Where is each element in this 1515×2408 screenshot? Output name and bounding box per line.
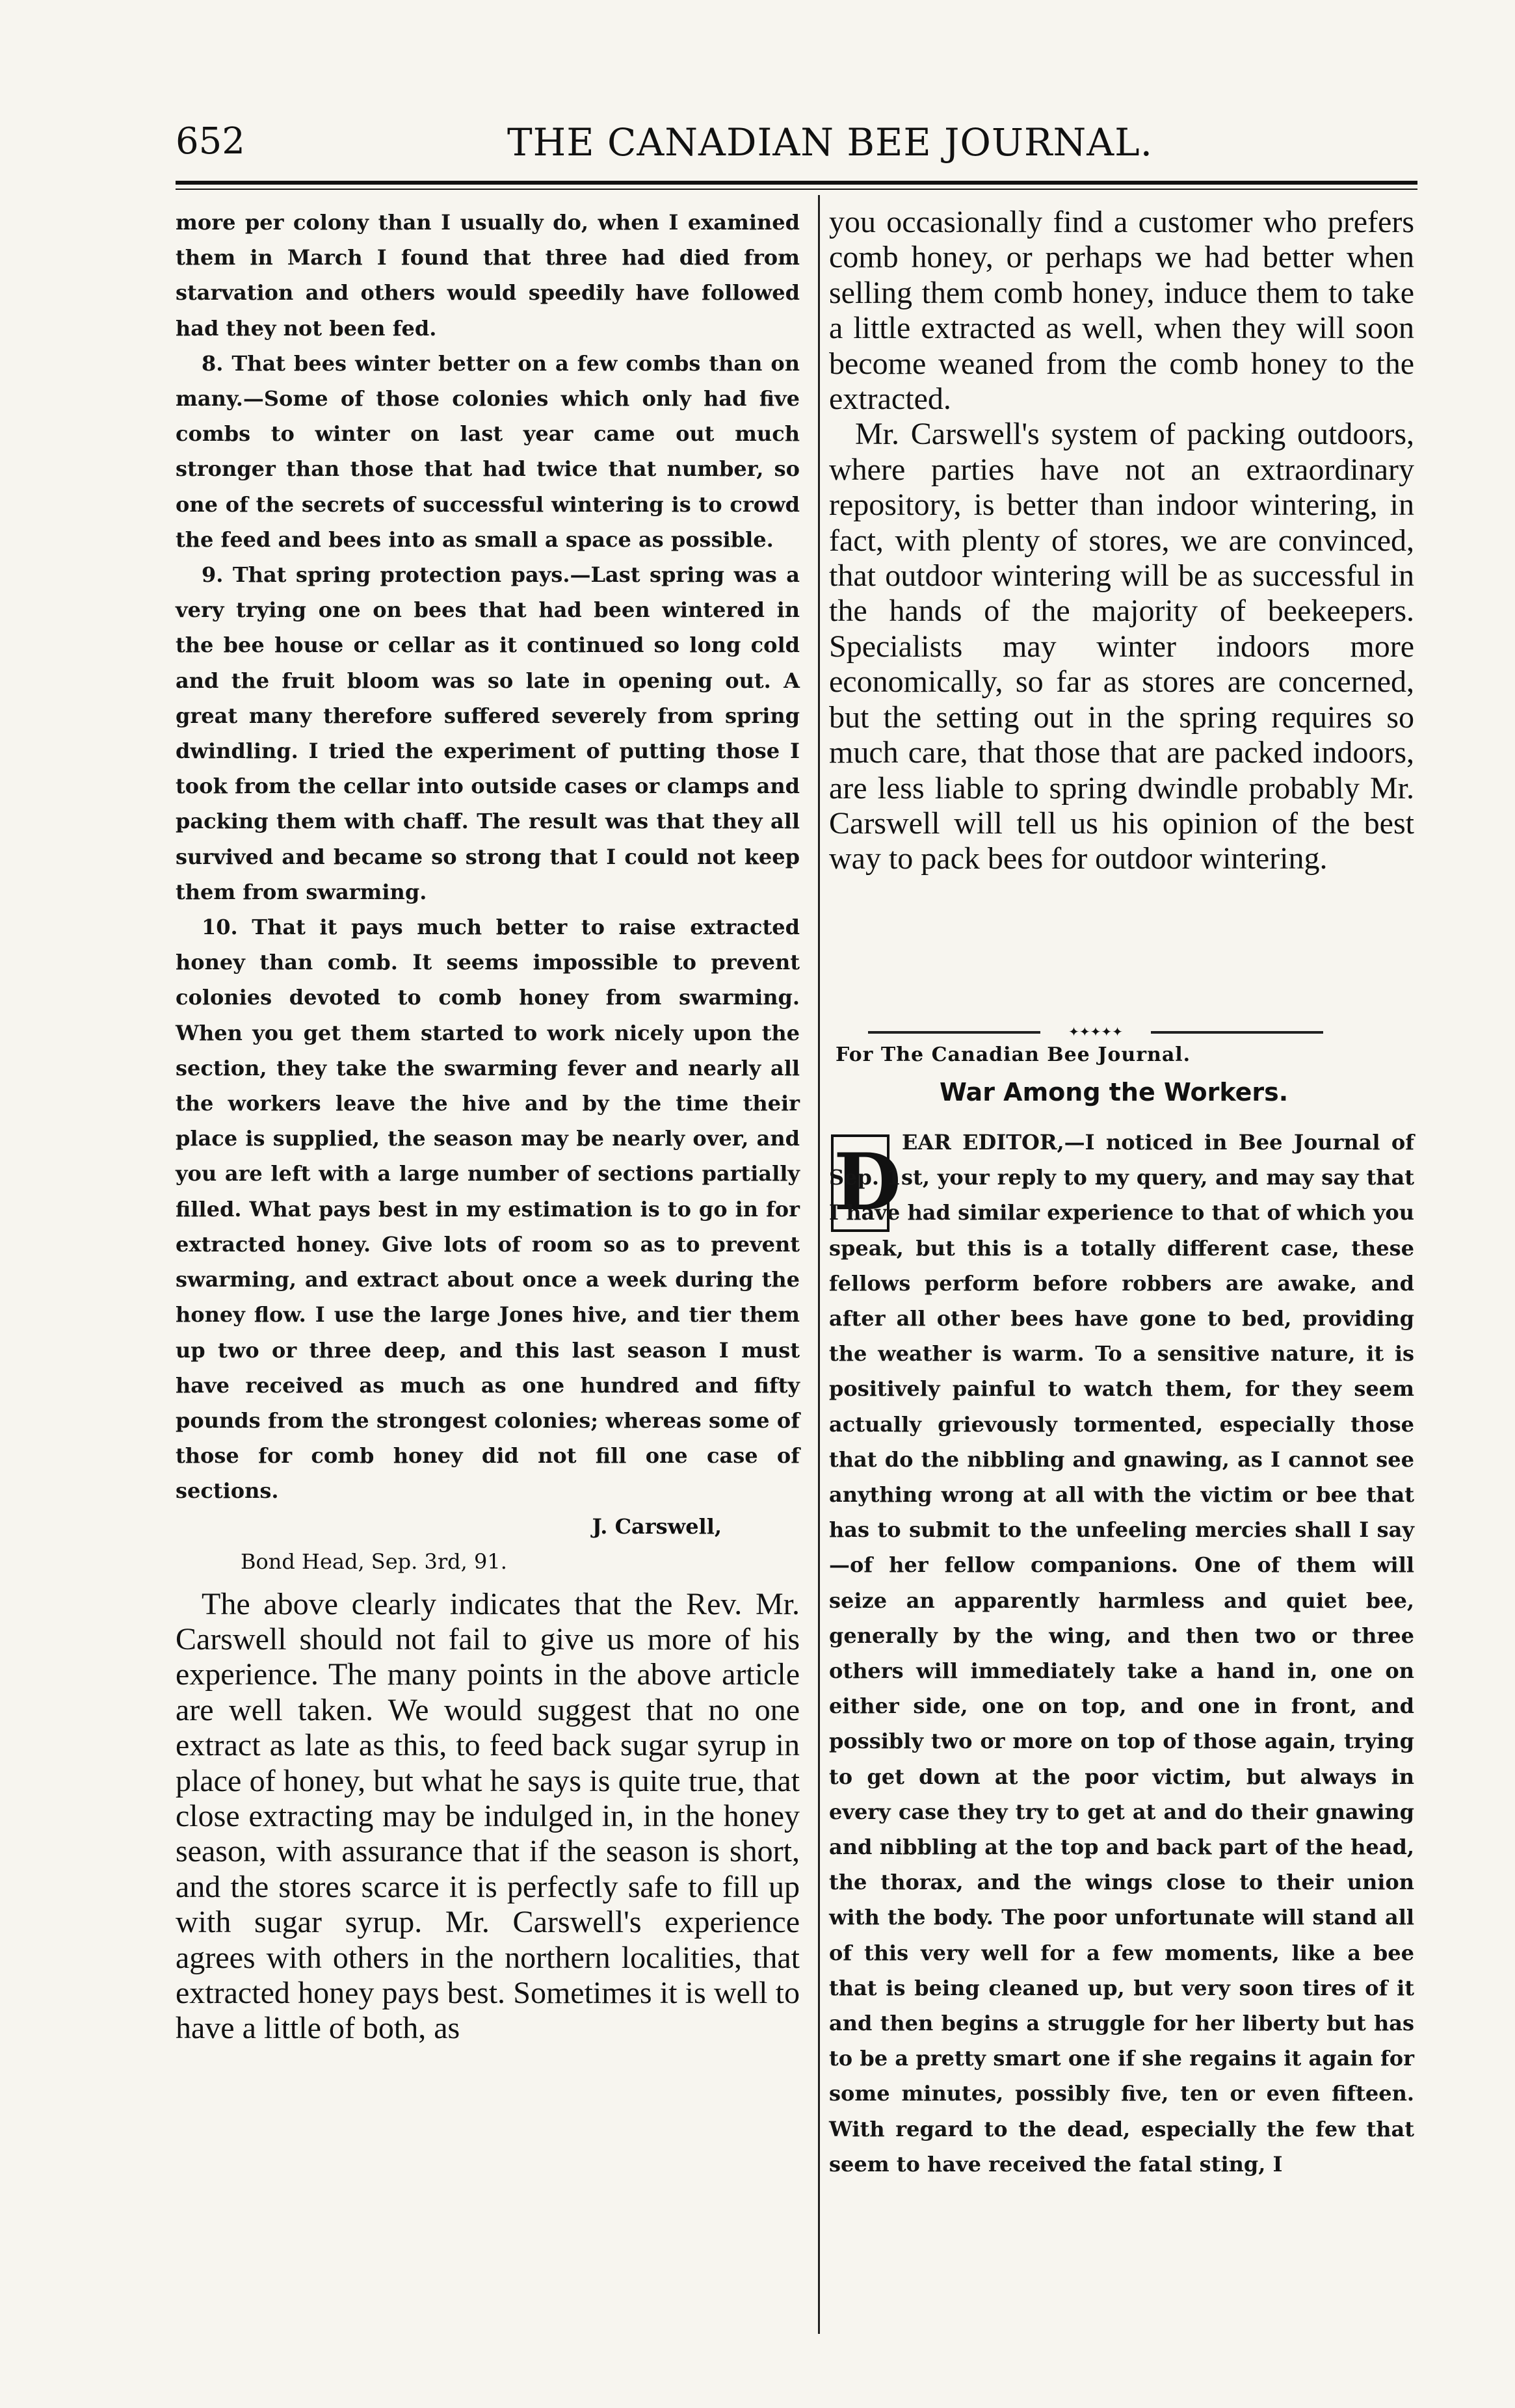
page-header [176,120,1411,179]
article-title: War Among the Workers. [940,1078,1289,1106]
journal-title: THE CANADIAN BEE JOURNAL. [507,120,1153,164]
paragraph-point-8: 8. That bees winter better on a few combs than on many.—Some of those colonies which only had five combs to winter on last year came out much stronger than those that had twice that number, so one of the secrets of successful wintering is to crowd the feed and bees into as small a space as possible. [176,350,800,552]
divider-ornament: ✦✦✦✦✦ [1040,1026,1151,1038]
paragraph-continued: more per colony than I usually do, when I examined them in March I found that three had died from starvation and others would speedily have followed had they not been fed. [176,210,800,341]
paragraph-point-10: 10. That it pays much better to raise extracted honey than comb. It seems impossible to prevent colonies devoted to comb honey from swarming. When you get them started to work nicely upon the section, they take the swarming fever and nearly all the workers leave the hive and by the time their place is supplied, the season may be nearly over, and you are left with a large number of sections partially filled. What pays best in my estimation is to go in for extracted honey. Give lots of room so as to prevent swarming, and extract about once a week during the honey flow. I use the large Jones hive, and tier them up two or three deep, and this last season I must have received as much as one hundred and fifty pounds from the strongest colonies; whereas some of those for comb honey did not fill one case of sections. [176,915,800,1504]
paragraph-point-9: 9. That spring protection pays.—Last spring was a very trying one on bees that had been wintered in the bee house or cellar as it continued so long cold and the fruit bloom was so late in opening out. A great many therefore suffered severely from spring dwindling. I tried the experiment of putting those I took from the cellar into outside cases or clamps and packing them with chaff. The result was that they all survived and became so strong that I could not keep them from swarming. [176,562,800,904]
right-column-top [829,205,1414,877]
drop-cap: D [831,1134,889,1232]
header-rule [176,181,1417,185]
left-column [176,205,800,2047]
editorial-continued: you occasionally find a customer who prefers comb honey, or perhaps we had better when selling them comb honey, induce them to take a little extracted as well, when they will soon become weaned from the comb honey to the extracted. [829,205,1414,417]
column-divider [818,195,820,2334]
page-number: 652 [176,120,245,163]
source-line: For The Canadian Bee Journal. [836,1043,1191,1066]
author-signature: J. Carswell, [592,1513,722,1539]
place-date: Bond Head, Sep. 3rd, 91. [241,1549,507,1574]
editorial-paragraph-2: Mr. Carswell's system of packing outdoors, where parties have not an extraordinary repository, is better than indoor wintering, in fact, with plenty of stores, we are convinced, that outdoor wintering will be as successful in the hands of the majority of beekeepers. Specialists may winter indoors more economically, so far as stores are concerned, but the setting out in the spring requires so much care, that those that are packed indoors, are less liable to spring dwindle probably Mr. Carswell will tell us his opinion of the best way to pack bees for outdoor wintering. [829,417,1414,876]
letter-body [829,1125,1414,2182]
editorial-comment: The above clearly indicates that the Rev. Mr. Carswell should not fail to give us more of his experience. The many points in the above article are well taken. We would suggest that no one extract as late as this, to feed back sugar syrup in place of honey, but what he says is quite true, that close extracting may be indulged in, in the honey season, with assurance that if the season is short, and the stores scarce it is perfectly safe to fill up with sugar syrup. Mr. Carswell's experience agrees with others in the northern localities, that extracted honey pays best. Sometimes it is well to have a little of both, as [176,1586,800,2046]
header-rule-thin [176,189,1417,190]
letter-text: EAR EDITOR,—I noticed in Bee Journal of Sep. 1st, your reply to my query, and may say that I have had similar experience to that of which you speak, but this is a totally different case, these fellows perform before robbers are awake, and after all other bees have gone to bed, providing the weather is warm. To a sensitive nature, it is positively painful to watch them, for they seem actually grievously tormented, especially those that do the nibbling and gnawing, as I cannot see anything wrong at all with the victim or bee that has to submit to the unfeeling mercies shall I say—of her fellow companions. One of them will seize an apparently harmless and quiet bee, generally by the wing, and then two or three others will immediately take a hand in, one on either side, one on top, and one in front, and possibly two or more on top of those again, trying to get down at the poor victim, but always in every case they try to get at and do their gnawing and nibbling at the top and back part of the head, the thorax, and the wings close to their union with the body. The poor unfortunate will stand all of this very well for a few moments, like a bee that is being cleaned up, but very soon tires of it and then begins a struggle for her liberty but has to be a pretty smart one if she regains it again for some minutes, possibly five, ten or even fifteen. With regard to the dead, especially the few that seem to have received the fatal sting, I [829,1130,1414,2177]
